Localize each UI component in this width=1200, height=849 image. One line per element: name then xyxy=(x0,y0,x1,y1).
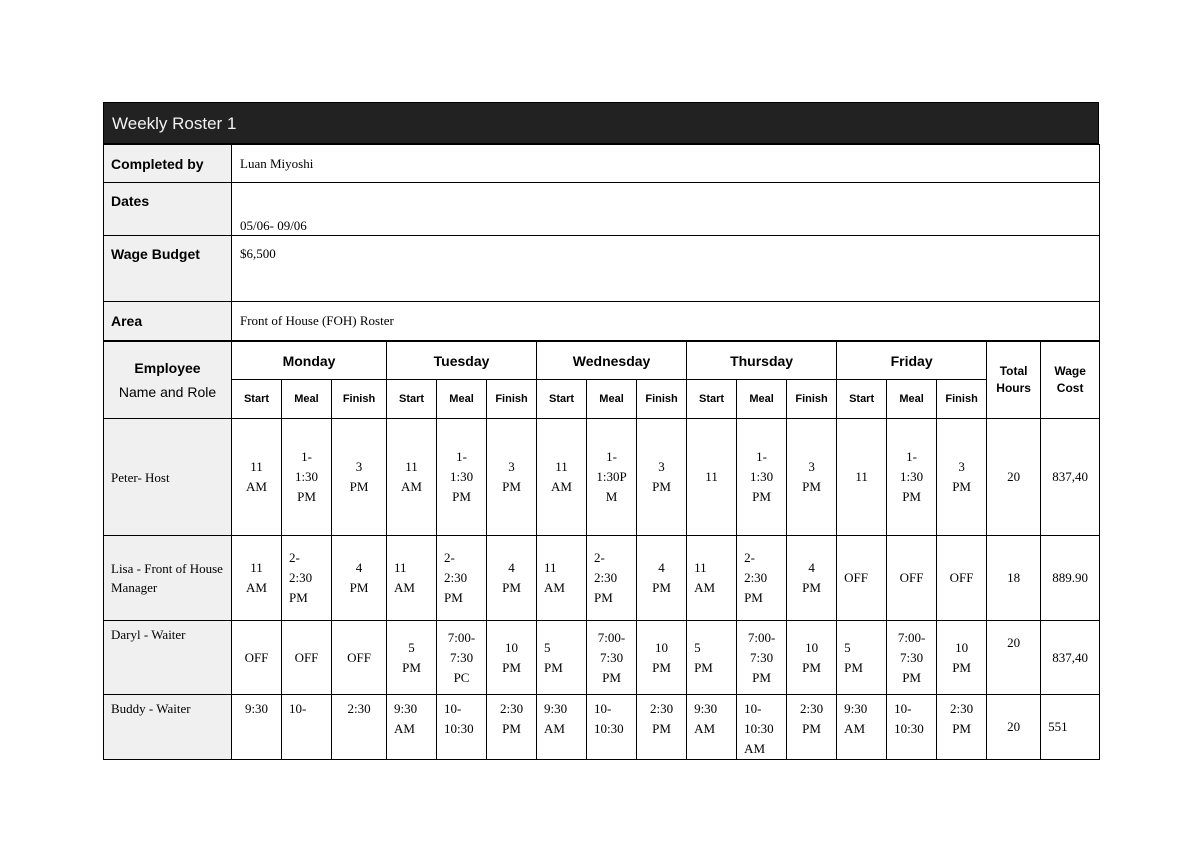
sub-header-friday-meal: Meal xyxy=(887,380,937,419)
shift-cell-monday-start: OFF xyxy=(232,621,282,695)
shift-cell-thursday-start: 11 AM xyxy=(687,536,737,621)
shift-cell-friday-finish: 10 PM xyxy=(937,621,987,695)
sub-header-tuesday-meal: Meal xyxy=(437,380,487,419)
employee-header-title: Employee xyxy=(134,360,201,376)
shift-cell-thursday-start: 5 PM xyxy=(687,621,737,695)
shift-cell-tuesday-start: 11 AM xyxy=(387,536,437,621)
info-table xyxy=(103,144,1100,341)
roster-sheet xyxy=(103,102,1099,760)
area-label: Area xyxy=(104,302,232,341)
shift-cell-tuesday-finish: 4 PM xyxy=(487,536,537,621)
wage-budget-label: Wage Budget xyxy=(104,236,232,302)
shift-cell-wednesday-finish: 4 PM xyxy=(637,536,687,621)
shift-cell-thursday-start: 11 xyxy=(687,419,737,536)
shift-cell-tuesday-meal: 7:00- 7:30 PC xyxy=(437,621,487,695)
wage-cost-cell: 837,40 xyxy=(1041,621,1100,695)
sub-header-monday-finish: Finish xyxy=(332,380,387,419)
completed-by-value: Luan Miyoshi xyxy=(232,145,1100,183)
sub-header-friday-start: Start xyxy=(837,380,887,419)
shift-cell-monday-start: 11 AM xyxy=(232,536,282,621)
total-hours-cell: 20 xyxy=(987,419,1041,536)
table-row xyxy=(104,536,1100,621)
shift-cell-friday-start: 5 PM xyxy=(837,621,887,695)
shift-cell-monday-meal: 10- xyxy=(282,695,332,760)
wage-cost-cell: 889.90 xyxy=(1041,536,1100,621)
shift-cell-thursday-finish: 4 PM xyxy=(787,536,837,621)
dates-label: Dates xyxy=(104,183,232,236)
sub-header-wednesday-finish: Finish xyxy=(637,380,687,419)
wage-cost-cell: 551 xyxy=(1041,695,1100,760)
shift-cell-tuesday-meal: 10- 10:30 xyxy=(437,695,487,760)
dates-value: 05/06- 09/06 xyxy=(232,183,1100,236)
shift-cell-wednesday-finish: 10 PM xyxy=(637,621,687,695)
shift-cell-thursday-meal: 10- 10:30 AM xyxy=(737,695,787,760)
wage-budget-value: $6,500 xyxy=(232,236,1100,302)
shift-cell-tuesday-start: 9:30 AM xyxy=(387,695,437,760)
shift-cell-wednesday-meal: 2- 2:30 PM xyxy=(587,536,637,621)
total-hours-header: Total Hours xyxy=(987,342,1041,419)
day-header-monday: Monday xyxy=(232,342,387,380)
shift-cell-friday-start: 9:30 AM xyxy=(837,695,887,760)
shift-cell-wednesday-start: 11 AM xyxy=(537,419,587,536)
shift-cell-thursday-finish: 2:30 PM xyxy=(787,695,837,760)
shift-cell-wednesday-start: 9:30 AM xyxy=(537,695,587,760)
total-hours-cell: 18 xyxy=(987,536,1041,621)
shift-cell-thursday-meal: 1- 1:30 PM xyxy=(737,419,787,536)
total-hours-cell: 20 xyxy=(987,695,1041,760)
shift-cell-monday-finish: 3 PM xyxy=(332,419,387,536)
wage-budget-row xyxy=(104,236,1100,302)
table-row xyxy=(104,695,1100,760)
shift-cell-monday-start: 9:30 xyxy=(232,695,282,760)
sub-header-monday-start: Start xyxy=(232,380,282,419)
shift-cell-tuesday-finish: 2:30 PM xyxy=(487,695,537,760)
table-row xyxy=(104,419,1100,536)
shift-cell-friday-meal: 1- 1:30 PM xyxy=(887,419,937,536)
sub-header-thursday-start: Start xyxy=(687,380,737,419)
sub-header-wednesday-meal: Meal xyxy=(587,380,637,419)
shift-cell-tuesday-finish: 3 PM xyxy=(487,419,537,536)
day-header-wednesday: Wednesday xyxy=(537,342,687,380)
shift-cell-wednesday-finish: 2:30 PM xyxy=(637,695,687,760)
shift-cell-wednesday-meal: 10- 10:30 xyxy=(587,695,637,760)
total-hours-cell: 20 xyxy=(987,621,1041,695)
shift-cell-friday-meal: OFF xyxy=(887,536,937,621)
sub-header-thursday-meal: Meal xyxy=(737,380,787,419)
wage-cost-header: Wage Cost xyxy=(1041,342,1100,419)
employee-name: Lisa - Front of House Manager xyxy=(104,536,232,621)
employee-name: Daryl - Waiter xyxy=(104,621,232,695)
shift-cell-thursday-meal: 7:00- 7:30 PM xyxy=(737,621,787,695)
shift-cell-wednesday-finish: 3 PM xyxy=(637,419,687,536)
shift-cell-tuesday-meal: 1- 1:30 PM xyxy=(437,419,487,536)
sub-header-tuesday-finish: Finish xyxy=(487,380,537,419)
shift-cell-monday-start: 11 AM xyxy=(232,419,282,536)
sub-header-tuesday-start: Start xyxy=(387,380,437,419)
shift-cell-monday-meal: 1- 1:30 PM xyxy=(282,419,332,536)
shift-cell-wednesday-meal: 1- 1:30P M xyxy=(587,419,637,536)
employee-header xyxy=(104,342,232,419)
shift-cell-friday-meal: 10- 10:30 xyxy=(887,695,937,760)
day-header-friday: Friday xyxy=(837,342,987,380)
shift-cell-wednesday-start: 11 AM xyxy=(537,536,587,621)
shift-cell-monday-finish: OFF xyxy=(332,621,387,695)
completed-by-label: Completed by xyxy=(104,145,232,183)
table-row xyxy=(104,621,1100,695)
shift-cell-thursday-meal: 2- 2:30 PM xyxy=(737,536,787,621)
area-value: Front of House (FOH) Roster xyxy=(232,302,1100,341)
shift-cell-tuesday-start: 5 PM xyxy=(387,621,437,695)
day-header-thursday: Thursday xyxy=(687,342,837,380)
shift-cell-thursday-start: 9:30 AM xyxy=(687,695,737,760)
completed-by-row xyxy=(104,145,1100,183)
shift-cell-thursday-finish: 10 PM xyxy=(787,621,837,695)
sub-header-wednesday-start: Start xyxy=(537,380,587,419)
shift-cell-friday-meal: 7:00- 7:30 PM xyxy=(887,621,937,695)
shift-cell-friday-finish: 3 PM xyxy=(937,419,987,536)
day-header-row xyxy=(104,342,1100,380)
shift-cell-friday-start: OFF xyxy=(837,536,887,621)
day-header-tuesday: Tuesday xyxy=(387,342,537,380)
employee-name: Peter- Host xyxy=(104,419,232,536)
area-row xyxy=(104,302,1100,341)
sub-header-friday-finish: Finish xyxy=(937,380,987,419)
sub-header-thursday-finish: Finish xyxy=(787,380,837,419)
shift-cell-thursday-finish: 3 PM xyxy=(787,419,837,536)
dates-row xyxy=(104,183,1100,236)
shift-cell-friday-finish: OFF xyxy=(937,536,987,621)
shift-cell-monday-meal: OFF xyxy=(282,621,332,695)
shift-cell-tuesday-meal: 2- 2:30 PM xyxy=(437,536,487,621)
shift-cell-monday-meal: 2- 2:30 PM xyxy=(282,536,332,621)
shift-cell-wednesday-start: 5 PM xyxy=(537,621,587,695)
shift-cell-tuesday-start: 11 AM xyxy=(387,419,437,536)
shift-cell-friday-finish: 2:30 PM xyxy=(937,695,987,760)
sub-header-monday-meal: Meal xyxy=(282,380,332,419)
roster-table xyxy=(103,341,1100,760)
shift-cell-friday-start: 11 xyxy=(837,419,887,536)
employee-name: Buddy - Waiter xyxy=(104,695,232,760)
roster-title: Weekly Roster 1 xyxy=(103,102,1099,144)
shift-cell-monday-finish: 2:30 xyxy=(332,695,387,760)
sub-header-row xyxy=(104,380,1100,419)
wage-cost-cell: 837,40 xyxy=(1041,419,1100,536)
employee-header-subtitle: Name and Role xyxy=(118,384,217,400)
shift-cell-wednesday-meal: 7:00- 7:30 PM xyxy=(587,621,637,695)
shift-cell-monday-finish: 4 PM xyxy=(332,536,387,621)
shift-cell-tuesday-finish: 10 PM xyxy=(487,621,537,695)
